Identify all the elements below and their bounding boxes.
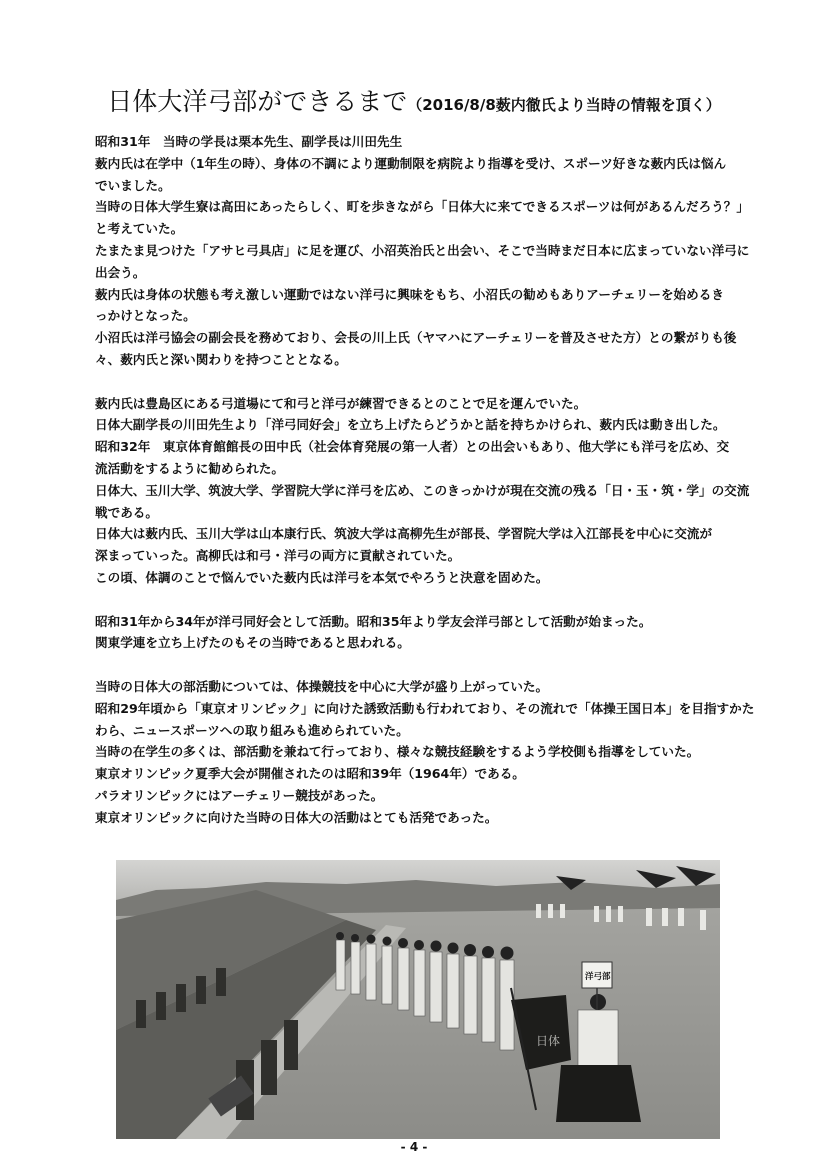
- text-line: 深まっていった。高柳氏は和弓・洋弓の両方に貢献されていた。: [95, 548, 461, 564]
- banner-lettering: 日体: [536, 1034, 561, 1048]
- text-line: たまたま見つけた「アサヒ弓具店」に足を運び、小沼英治氏と出会い、そこで当時まだ日本に広まっていない洋弓に: [95, 242, 750, 258]
- paragraph-spacer: [95, 654, 755, 676]
- text-line: 関東学連を立ち上げたのもその当時であると思われる。: [95, 635, 410, 651]
- paragraph-activity-period: [95, 611, 755, 655]
- text-line: 小沼氏は洋弓協会の副会長を務めており、会長の川上氏（ヤマハにアーチェリーを普及させた方）との繋がりも後: [95, 330, 737, 346]
- text-line: 当時の日体大学生寮は高田にあったらしく、町を歩きながら「日体大に来てできるスポーツは何があるんだろう？」: [95, 199, 749, 215]
- paragraph-olympics: [95, 676, 755, 829]
- text-line: 々、薮内氏と深い関わりを持つこととなる。: [95, 351, 347, 367]
- article-body: [95, 131, 755, 829]
- text-line: 薮内氏は在学中（1年生の時）、身体の不調により運動制限を病院より指導を受け、スポーツ好きな薮内氏は悩ん: [95, 155, 727, 171]
- club-sign-lettering: 洋弓部: [585, 972, 611, 982]
- text-line: 東京オリンピック夏季大会が開催されたのは昭和39年（1964年）である。: [95, 766, 525, 782]
- page-number: - 4 -: [400, 1140, 428, 1154]
- text-line: 昭和31年 当時の学長は栗本先生、副学長は川田先生: [95, 134, 403, 149]
- text-line: と考えていた。: [95, 221, 184, 237]
- text-line: 昭和29年頃から「東京オリンピック」に向けた誘致活動も行われており、その流れで「体操王国日本」を目指すかた: [95, 700, 755, 716]
- text-line: でいました。: [95, 177, 171, 193]
- text-line: 日体大副学長の川田先生より「洋弓同好会」を立ち上げたらどうかと話を持ちかけられ、薮内氏は動き出した。: [95, 417, 726, 433]
- page-title: [0, 82, 828, 118]
- paragraph-club-start: [95, 393, 755, 589]
- text-line: 戦である。: [95, 504, 158, 520]
- text-line: 東京オリンピックに向けた当時の日体大の活動はとても活発であった。: [95, 809, 498, 825]
- text-line: 日体大、玉川大学、筑波大学、学習院大学に洋弓を広め、このきっかけが現在交流の残る「日・玉・筑・学」の交流: [95, 482, 750, 498]
- text-line: 薮内氏は豊島区にある弓道場にて和弓と洋弓が練習できるとのことで足を運んでいた。: [95, 395, 587, 411]
- paragraph-spacer: [95, 589, 755, 611]
- text-line: パラオリンピックにはアーチェリー競技があった。: [95, 787, 384, 803]
- title-source-note: （2016/8/8薮内徹氏より当時の情報を頂く）: [407, 96, 721, 114]
- text-line: 当時の在学生の多くは、部活動を兼ねて行っており、様々な競技経験をするよう学校側も指導をしていた。: [95, 744, 700, 760]
- text-line: わら、ニュースポーツへの取り組みも進められていた。: [95, 722, 409, 738]
- paragraph-spacer: [95, 371, 755, 393]
- text-line: この頃、体調のことで悩んでいた薮内氏は洋弓を本気でやろうと決意を固めた。: [95, 569, 549, 585]
- text-line: っかけとなった。: [95, 308, 196, 324]
- historical-parade-photo: [116, 860, 720, 1139]
- text-line: 薮内氏は身体の状態も考え激しい運動ではない洋弓に興味をもち、小沼氏の勧めもありアーチェリーを始めるき: [95, 286, 724, 302]
- text-line: 当時の日体大の部活動については、体操競技を中心に大学が盛り上がっていた。: [95, 678, 549, 694]
- text-line: 流活動をするように勧められた。: [95, 460, 284, 476]
- text-line: 昭和31年から34年が洋弓同好会として活動。昭和35年より学友会洋弓部として活動が始まった。: [95, 613, 652, 629]
- text-line: 出会う。: [95, 264, 146, 280]
- title-main: 日体大洋弓部ができるまで: [107, 87, 408, 116]
- paragraph-founding: [95, 131, 755, 371]
- text-line: 日体大は薮内氏、玉川大学は山本康行氏、筑波大学は高柳先生が部長、学習院大学は入江部長を中心に交流が: [95, 526, 713, 542]
- text-line: 昭和32年 東京体育館館長の田中氏（社会体育発展の第一人者）との出会いもあり、他大学にも洋弓を広め、交: [95, 439, 730, 455]
